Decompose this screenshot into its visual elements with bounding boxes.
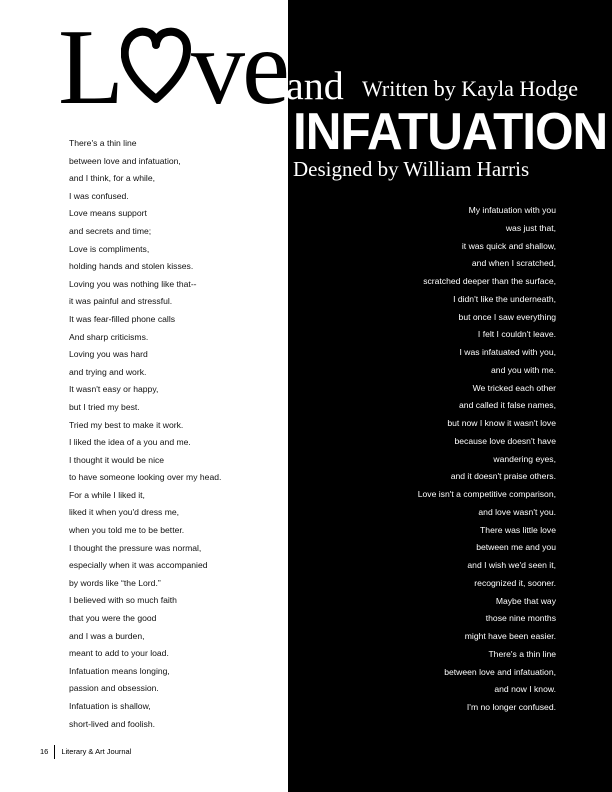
poem-left-line: It wasn't easy or happy, bbox=[69, 384, 159, 395]
page-footer bbox=[40, 744, 131, 760]
poem-right-line: scratched deeper than the surface, bbox=[423, 276, 556, 286]
title-love-heart-letter bbox=[157, 74, 158, 75]
poem-right-line: There's a thin line bbox=[488, 648, 556, 659]
poem-left-line: I thought the pressure was normal, bbox=[69, 542, 202, 553]
poem-left-line: between love and infatuation, bbox=[69, 155, 181, 166]
poem-left-line: that you were the good bbox=[69, 613, 157, 624]
poem-right-line: and you with me. bbox=[491, 364, 556, 375]
poem-left-line: liked it when you'd dress me, bbox=[69, 507, 180, 518]
poem-right-line: Love isn't a competitive comparison, bbox=[417, 489, 556, 499]
poem-left-line: holding hands and stolen kisses. bbox=[69, 261, 194, 272]
poem-left-line: Love means support bbox=[69, 208, 147, 219]
poem-left-line: but I tried my best. bbox=[69, 401, 140, 412]
poem-right-line: and now I know. bbox=[494, 684, 556, 695]
poem-left-column bbox=[69, 135, 279, 733]
poem-right-line: recognized it, sooner. bbox=[474, 577, 556, 588]
poem-left-line: And sharp criticisms. bbox=[69, 331, 149, 342]
poem-left-line: it was painful and stressful. bbox=[69, 296, 173, 307]
poem-right-line: might have been easier. bbox=[464, 631, 556, 641]
poem-left-line: I thought it would be nice bbox=[69, 454, 165, 465]
poem-left-line: Love is compliments, bbox=[69, 243, 150, 254]
poem-right-line: My infatuation with you bbox=[468, 205, 556, 215]
poem-right-line: but now I know it wasn't love bbox=[447, 418, 556, 428]
poem-right-line: There was little love bbox=[480, 524, 556, 535]
poem-left-line: Infatuation means longing, bbox=[69, 665, 170, 676]
poem-left-line: and I was a burden, bbox=[69, 630, 145, 641]
title-love-l: L bbox=[58, 8, 121, 127]
poem-right-line: was just that, bbox=[505, 222, 556, 233]
poem-right-line: between love and infatuation, bbox=[444, 666, 556, 677]
poem-left-line: especially when it was accompanied bbox=[69, 560, 208, 571]
poem-left-line: by words like “the Lord.” bbox=[69, 577, 161, 588]
poem-right-line: those nine months bbox=[485, 613, 556, 624]
poem-right-line: I'm no longer confused. bbox=[466, 702, 556, 712]
poem-right-line: I felt I couldn't leave. bbox=[477, 329, 556, 340]
poem-right-line: and love wasn't you. bbox=[478, 506, 556, 517]
title-and: and bbox=[286, 63, 344, 108]
poem-left-line: I liked the idea of a you and me. bbox=[69, 437, 191, 448]
poem-right-line: wandering eyes, bbox=[493, 453, 556, 464]
poem-left-line: Infatuation is shallow, bbox=[69, 701, 151, 711]
poem-left-line: meant to add to your load. bbox=[69, 648, 169, 659]
poem-right-line: Maybe that way bbox=[495, 595, 556, 606]
poem-left-line: There's a thin line bbox=[69, 138, 137, 148]
poem-right-line: and I wish we'd seen it, bbox=[467, 560, 556, 570]
poem-left-line: to have someone looking over my head. bbox=[69, 472, 222, 483]
poem-right-line: I didn't like the underneath, bbox=[453, 293, 556, 304]
title-love-ve: ve bbox=[190, 8, 287, 127]
poem-left-line: when you told me to be better. bbox=[69, 525, 185, 536]
author-byline: Written by Kayla Hodge bbox=[362, 76, 578, 101]
poem-right-column bbox=[398, 202, 556, 717]
poem-right-line: between me and you bbox=[476, 542, 556, 553]
journal-name: Literary & Art Journal bbox=[61, 747, 132, 756]
poem-left-line: passion and obsession. bbox=[69, 683, 159, 694]
title-love bbox=[58, 8, 287, 134]
poem-left-line: Tried my best to make it work. bbox=[69, 419, 184, 430]
poem-right-line: I was infatuated with you, bbox=[459, 347, 556, 357]
poem-left-line: and trying and work. bbox=[69, 366, 147, 377]
poem-left-line: For a while I liked it, bbox=[69, 489, 145, 500]
poem-right-line: We tricked each other bbox=[472, 382, 556, 393]
poem-right-line: but once I saw everything bbox=[458, 311, 556, 322]
poem-right-line: and called it false names, bbox=[459, 400, 556, 411]
poem-left-line: I believed with so much faith bbox=[69, 595, 177, 606]
poem-right-line: because love doesn't have bbox=[454, 435, 556, 446]
poem-left-line: and I think, for a while, bbox=[69, 173, 155, 184]
title-infatuation: INFATUATION bbox=[293, 103, 608, 161]
poem-left-line: It was fear-filled phone calls bbox=[69, 313, 176, 324]
poem-left-line: Loving you was nothing like that-- bbox=[69, 278, 197, 289]
page-number: 16 bbox=[40, 747, 49, 756]
heart-icon bbox=[121, 15, 191, 107]
poem-left-line: short-lived and foolish. bbox=[69, 718, 155, 729]
poem-left-line: and secrets and time; bbox=[69, 225, 152, 236]
designer-byline: Designed by William Harris bbox=[293, 157, 530, 181]
poem-right-line: it was quick and shallow, bbox=[461, 240, 556, 251]
poem-right-line: and when I scratched, bbox=[471, 258, 556, 269]
poem-right-line: and it doesn't praise others. bbox=[450, 471, 556, 482]
footer-divider bbox=[54, 745, 55, 759]
poem-left-line: I was confused. bbox=[69, 190, 129, 201]
poem-left-line: Loving you was hard bbox=[69, 349, 148, 360]
